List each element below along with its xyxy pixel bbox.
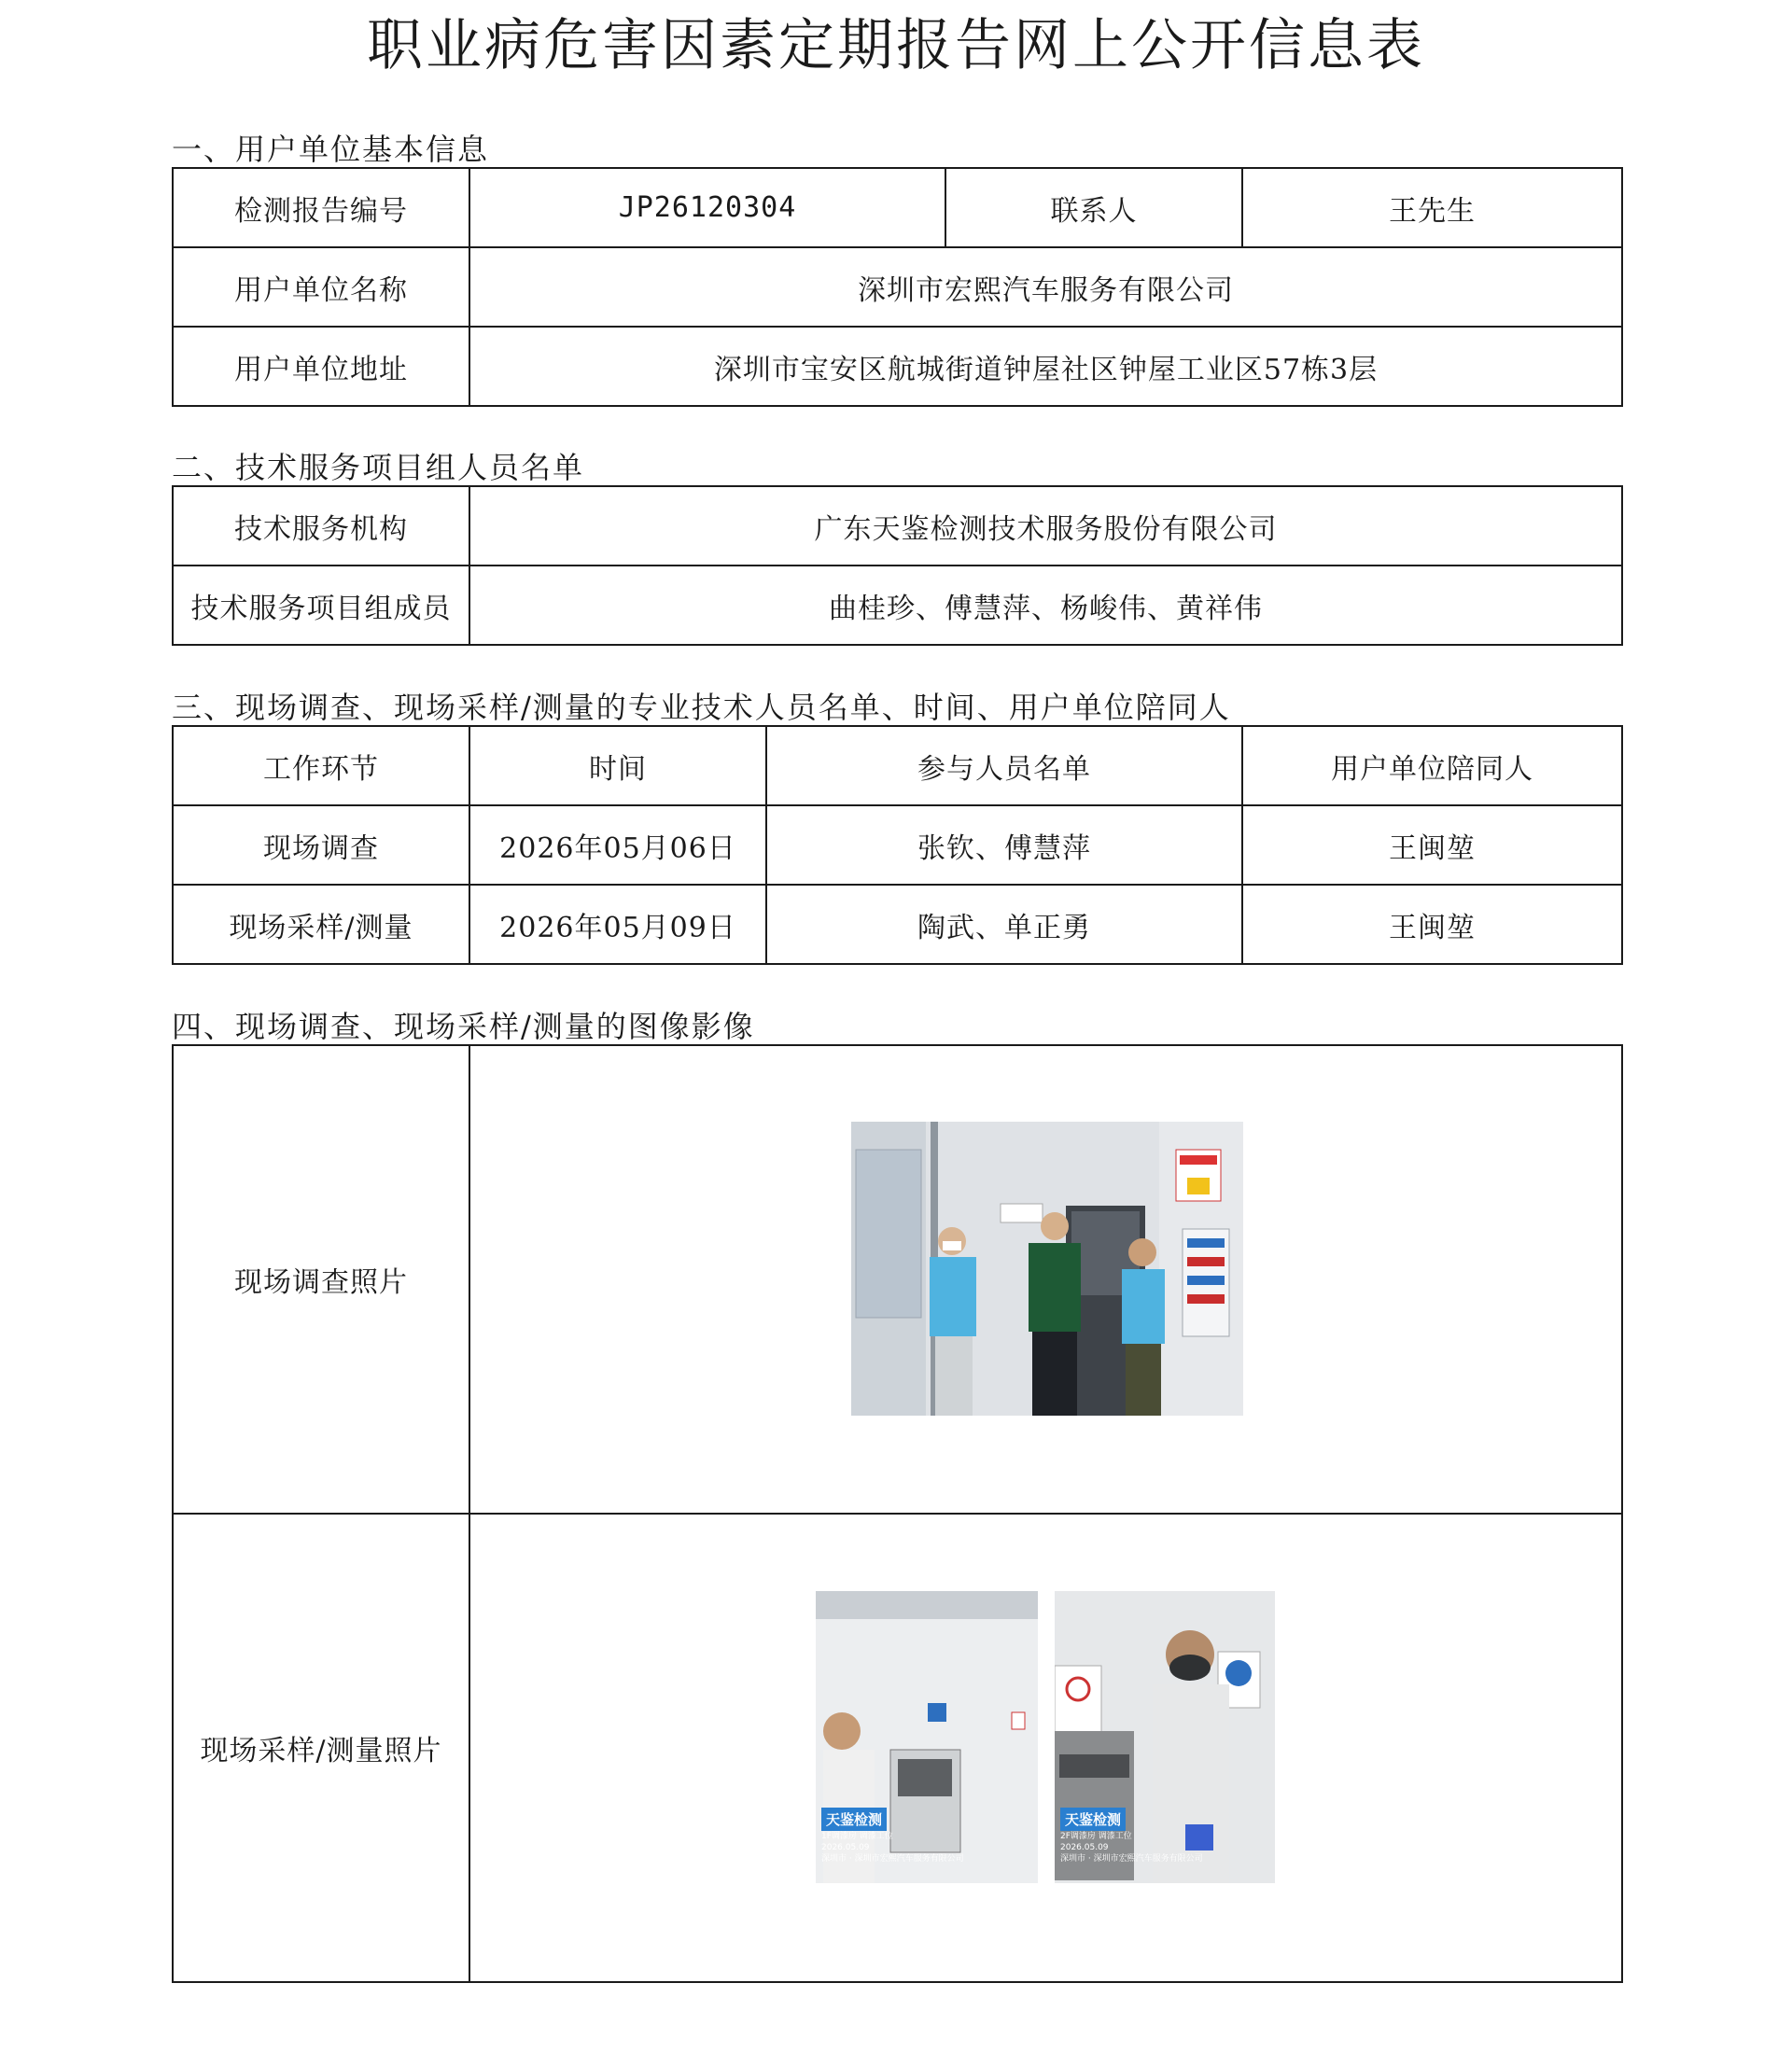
table-header-row [173, 726, 1622, 805]
table-cell: 现场调查 [173, 805, 469, 885]
watermark-date: 2026.05.09 [821, 1843, 870, 1852]
table-cell: 现场采样/测量 [173, 885, 469, 964]
contact-label: 联系人 [945, 168, 1242, 247]
table-cell: 2026年05月06日 [469, 805, 766, 885]
watermark-brand: 天鉴检测 [821, 1808, 887, 1831]
company-value: 深圳市宏熙汽车服务有限公司 [469, 247, 1622, 327]
watermark-date: 2026.05.09 [1060, 1843, 1109, 1852]
table-row [173, 885, 1622, 964]
section2-heading: 二、技术服务项目组人员名单 [172, 450, 585, 485]
report-no-label: 检测报告编号 [173, 168, 469, 247]
personnel-table [172, 725, 1623, 965]
table-row [173, 566, 1622, 645]
page-title: 职业病危害因素定期报告网上公开信息表 [367, 13, 1425, 78]
report-no-value: JP26120304 [469, 168, 945, 247]
table-row [173, 168, 1622, 247]
table-row [173, 247, 1622, 327]
table-cell: 2026年05月09日 [469, 885, 766, 964]
table-cell: 王闽堃 [1242, 805, 1622, 885]
watermark-brand: 天鉴检测 [1060, 1808, 1126, 1831]
column-header: 用户单位陪同人 [1242, 726, 1622, 805]
team-table [172, 485, 1623, 646]
members-value: 曲桂珍、傅慧萍、杨峻伟、黄祥伟 [469, 566, 1622, 645]
watermark-location: 2F调漆房 调漆工位 [1060, 1832, 1132, 1841]
sampling-photo-2 [1055, 1591, 1275, 1883]
members-label: 技术服务项目组成员 [173, 566, 469, 645]
table-cell: 陶武、单正勇 [766, 885, 1242, 964]
table-row [173, 327, 1622, 406]
address-label: 用户单位地址 [173, 327, 469, 406]
sampling-photo-label: 现场采样/测量照片 [173, 1514, 469, 1982]
section3-heading: 三、现场调查、现场采样/测量的专业技术人员名单、时间、用户单位陪同人 [172, 690, 1231, 725]
survey-photo [851, 1122, 1243, 1416]
table-cell: 王闽堃 [1242, 885, 1622, 964]
survey-photo-label: 现场调查照片 [173, 1045, 469, 1514]
section1-heading: 一、用户单位基本信息 [172, 132, 490, 167]
table-cell: 张钦、傅慧萍 [766, 805, 1242, 885]
table-row [173, 486, 1622, 566]
contact-value: 王先生 [1242, 168, 1622, 247]
watermark-company: 深圳市 · 深圳市宏熙汽车服务有限公司 [821, 1854, 964, 1864]
column-header: 时间 [469, 726, 766, 805]
table-row [173, 805, 1622, 885]
address-value: 深圳市宝安区航城街道钟屋社区钟屋工业区57栋3层 [469, 327, 1622, 406]
basic-info-table [172, 167, 1623, 407]
company-label: 用户单位名称 [173, 247, 469, 327]
section4-heading: 四、现场调查、现场采样/测量的图像影像 [172, 1009, 755, 1044]
watermark-company: 深圳市 · 深圳市宏熙汽车服务有限公司 [1060, 1854, 1203, 1864]
sampling-photo-cell [469, 1514, 1622, 1982]
watermark-location: 1F调漆房 调漆工位 [821, 1832, 893, 1841]
column-header: 工作环节 [173, 726, 469, 805]
org-label: 技术服务机构 [173, 486, 469, 566]
org-value: 广东天鉴检测技术服务股份有限公司 [469, 486, 1622, 566]
sampling-photo-1 [816, 1591, 1038, 1883]
column-header: 参与人员名单 [766, 726, 1242, 805]
